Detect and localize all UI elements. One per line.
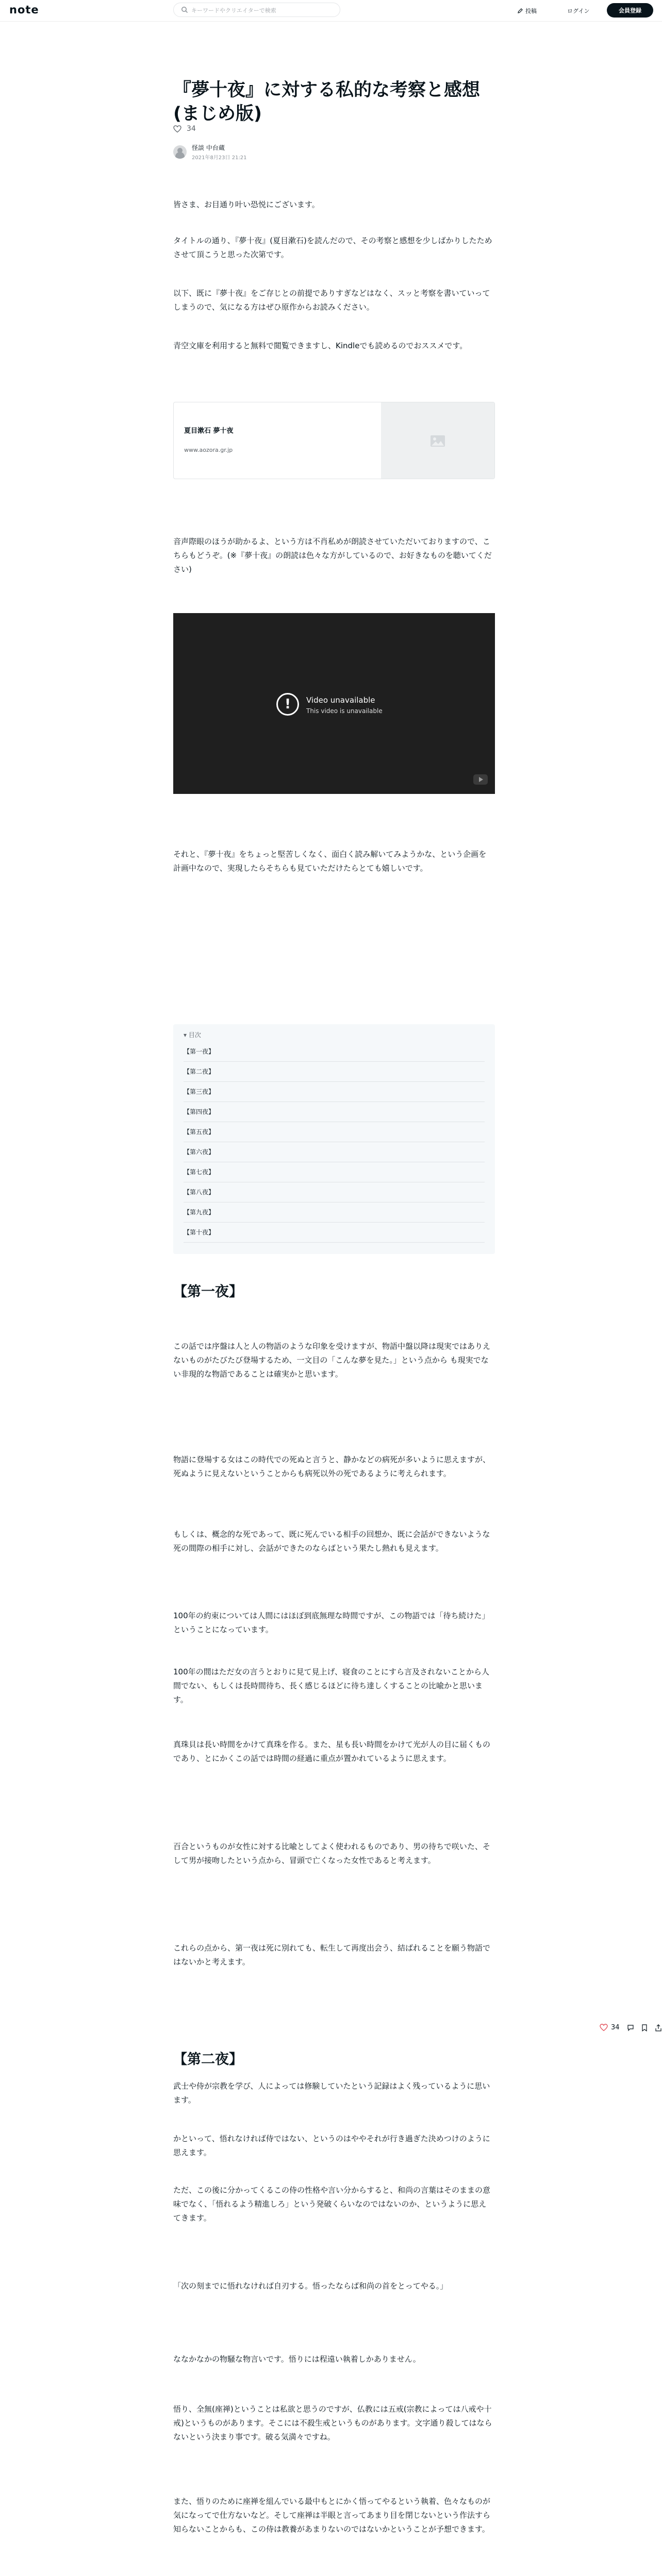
embed-thumbnail xyxy=(381,402,494,479)
author-block[interactable] xyxy=(173,143,247,161)
like-summary[interactable] xyxy=(173,125,196,133)
section-heading: 【第二夜】 xyxy=(173,2052,243,2067)
search-icon xyxy=(181,6,188,13)
post-button[interactable] xyxy=(517,5,537,17)
image-placeholder-icon xyxy=(430,435,445,447)
paragraph: 皆さま、お目通り叶い恐悦にございます。 xyxy=(173,200,320,209)
paragraph: タイトルの通り、『夢十夜』(夏目漱石)を読んだので、その考察と感想を少しばかりしたためさせて頂こうと思った次第です。 xyxy=(173,236,492,259)
publish-date: 2021年8月23日 21:21 xyxy=(192,155,247,161)
toc-item[interactable]: 【第二夜】 xyxy=(184,1062,485,1082)
paragraph: これらの点から、第一夜は死に別れても、転生して再度出会う、結ばれることを願う物語ではないかと考えます。 xyxy=(173,1943,491,1967)
paragraph: ななかなかの物騒な物言いです。悟りには程遠い執着しかありません。 xyxy=(173,2354,421,2364)
video-status-title: Video unavailable xyxy=(306,696,375,705)
post-label: 投稿 xyxy=(525,8,537,14)
paragraph: かといって、悟れなければ侍ではない、というのはややそれが行き過ぎた決めつけのように思えます。 xyxy=(173,2134,490,2157)
paragraph: 真珠貝は長い時間をかけて真珠を作る。また、星も長い時間をかけて光が人の目に届くものであり、とにかくこの話では時間の経過に重点が置かれているように思えます。 xyxy=(173,1740,491,1763)
search-input[interactable] xyxy=(173,3,340,17)
article-title: 『夢十夜』に対する私的な考察と感想(まじめ版) xyxy=(173,80,481,124)
paragraph: この話では序盤は人と人の物語のような印象を受けますが、物語中盤以降は現実ではありえないものがたびたび登場するため、一文目の「こんな夢を見た。」という点から も現実でない非現的な物語であることは確実かと思います。 xyxy=(173,1342,491,1379)
like-count: 34 xyxy=(611,2024,620,2031)
paragraph: それと、『夢十夜』をちょっと堅苦しくなく、面白く読み解いてみようかな、という企画を計画中なので、実現したらそちらも見ていただけたらとても嬉しいです。 xyxy=(173,850,487,873)
heart-icon xyxy=(173,125,181,133)
paragraph: 以下、既に『夢十夜』をご存じとの前提でありすぎなどはなく、スッと考察を書いていってしまうので、気になる方はぜひ原作からお読みください。 xyxy=(173,289,490,312)
paragraph: 物語に登場する女はこの時代での死ぬと言うと、静かなどの病死が多いように思えますが、死ぬように見えないということからも病死以外の死であるように考えられます。 xyxy=(173,1455,491,1478)
author-name[interactable]: 怪談 中台蔵 xyxy=(192,144,225,151)
paragraph: 100年の約束については人間にはほぼ到底無理な時間ですが、この物語では「待ち続けた」ということになっています。 xyxy=(173,1611,490,1634)
like-count: 34 xyxy=(187,125,196,133)
share-icon[interactable] xyxy=(655,2024,662,2031)
avatar[interactable] xyxy=(173,145,187,159)
paragraph: もしくは、概念的な死であって、既に死んでいる相手の回想か、既に会話ができないような死の間際の相手に対し、会話ができたのならばという果たし熱れも見えます。 xyxy=(173,1530,490,1553)
toc-item[interactable]: 【第八夜】 xyxy=(184,1182,485,1202)
toc-item[interactable]: 【第三夜】 xyxy=(184,1082,485,1102)
floating-actions xyxy=(600,2024,662,2031)
register-button[interactable]: 会員登録 xyxy=(607,3,653,18)
pencil-icon xyxy=(517,8,523,14)
section-heading: 【第一夜】 xyxy=(173,1284,243,1300)
search-placeholder: キーワードやクリエイターで検索 xyxy=(191,7,276,14)
paragraph: 音声際眼のほうが助かるよ、という方は不肖私めが朗読させていただいておりますので、こちらもどうぞ。(※『夢十夜』の朗読は色々な方がしているので、お好きなものを聴いてください) xyxy=(173,537,492,574)
toc-heading[interactable]: ▾ 目次 xyxy=(184,1031,201,1039)
embed-title: 夏目漱石 夢十夜 xyxy=(184,427,234,435)
toc-item[interactable]: 【第五夜】 xyxy=(184,1122,485,1142)
video-status-subtitle: This video is unavailable xyxy=(306,707,383,715)
warning-icon: ! xyxy=(276,693,299,716)
paragraph: 100年の間はただ女の言うとおりに見て見上げ、寝食のことにすら言及されないことから人間でない、もしくは長時間待ち、長く感じるほどに待ち達しくすることの比喩かと思います。 xyxy=(173,1667,490,1704)
heart-icon[interactable] xyxy=(600,2024,608,2031)
paragraph: 百合というものが女性に対する比喩としてよく使われるものであり、男の待ちで咲いた、そして男が接吻したという点から、冒頭で亡くなった女性であると考えます。 xyxy=(173,1842,490,1865)
login-link[interactable]: ログイン xyxy=(567,8,590,14)
bookmark-icon[interactable] xyxy=(641,2024,648,2031)
site-header xyxy=(0,0,662,22)
paragraph: ただ、この後に分かってくるこの侍の性格や言い分からすると、和尚の言葉はそのままの意味でなく、「悟れるよう精進しろ」という発破くらいなのではないのか、というように思えてきます。 xyxy=(173,2185,491,2223)
toc-item[interactable]: 【第四夜】 xyxy=(184,1102,485,1122)
paragraph: 悟り、全無(座禅)ということは私欲と思うのですが、仏教には五戒(宗教によっては八戒や十戒)というものがあります。そこには不殺生戒というものがあります。文字通り殺してはならないという決まり事です。破る気満々ですね。 xyxy=(173,2404,492,2442)
embed-url: www.aozora.gr.jp xyxy=(184,447,233,453)
toc-heading-label: 目次 xyxy=(188,1031,201,1039)
paragraph: また、悟りのために座禅を組んでいる最中もとにかく悟ってやるという執着、色々なものが気になってで仕方ないなど。そして座禅は半眼と言ってあまり目を閉じないという作法すら知らないことからも、この侍は教養があまりないのではないかということが予想できます。 xyxy=(173,2497,491,2534)
paragraph: 「次の刻までに悟れなければ自刃する。悟ったならば和尚の首をとってやる。」 xyxy=(173,2281,448,2291)
table-of-contents xyxy=(173,1024,495,1254)
toc-item[interactable]: 【第九夜】 xyxy=(184,1202,485,1223)
paragraph: 青空文庫を利用すると無料で閲覧できますし、Kindleでも読めるのでおススメです。 xyxy=(173,341,468,350)
toc-item[interactable]: 【第十夜】 xyxy=(184,1223,485,1243)
paragraph: 武士や侍が宗教を学び、人によっては修験していたという記録はよく残っているように思います。 xyxy=(173,2081,490,2105)
link-embed-card[interactable] xyxy=(173,402,495,479)
note-logo[interactable]: note xyxy=(9,4,39,16)
youtube-logo-icon[interactable] xyxy=(473,774,488,785)
youtube-embed[interactable] xyxy=(173,613,495,794)
toc-item[interactable]: 【第一夜】 xyxy=(184,1042,485,1062)
comment-icon[interactable] xyxy=(627,2024,634,2031)
toc-item[interactable]: 【第七夜】 xyxy=(184,1162,485,1182)
toc-item[interactable]: 【第六夜】 xyxy=(184,1142,485,1162)
